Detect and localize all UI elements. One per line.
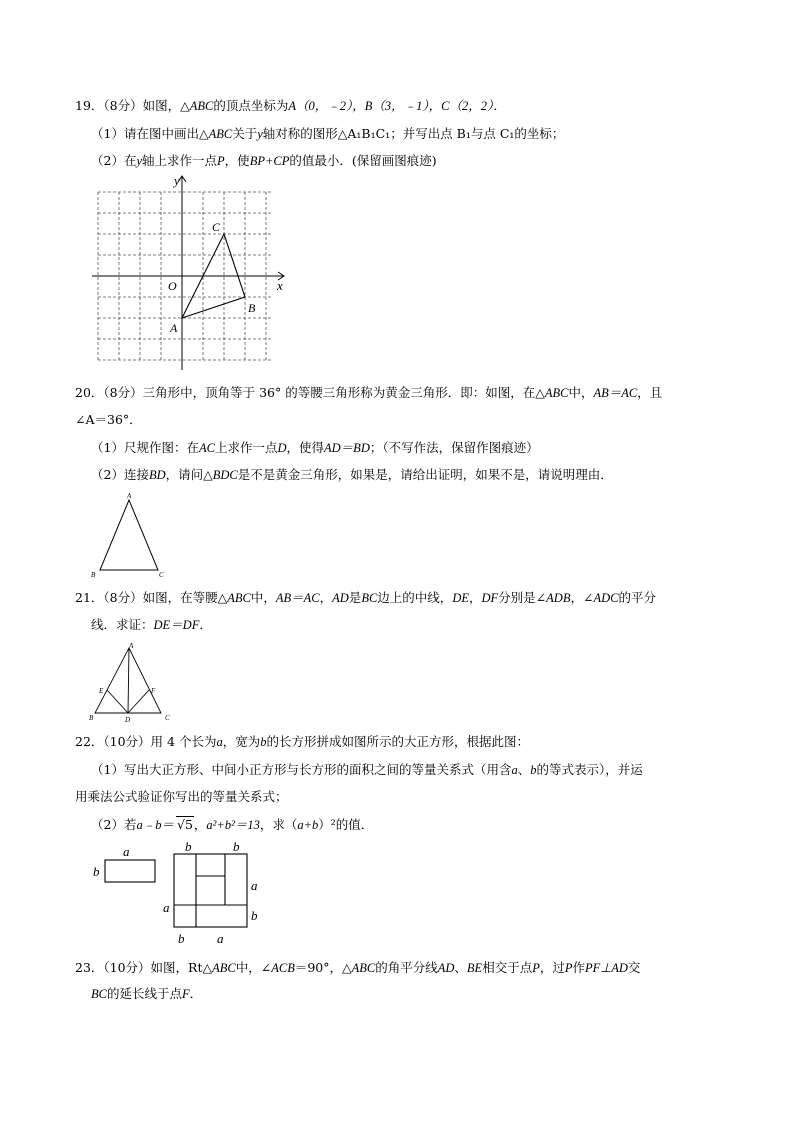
q22-text: 的长方形拼成如图所示的大正方形，根据此图： [266, 734, 529, 749]
q20-text: ，请问△ [165, 467, 213, 482]
q20-part-2 [91, 467, 613, 483]
q20-text: ，且 [637, 385, 663, 400]
q23-line-2 [91, 986, 202, 1002]
q22-text: ）²的值． [318, 817, 374, 832]
q20-text: （1）尺规作图：在 [91, 440, 199, 455]
q20-text: ；（不写作法，保留作图痕迹） [369, 440, 539, 455]
q21-text: DE [452, 591, 469, 605]
q20-text: ABC [544, 386, 569, 400]
q23-text: ACB [271, 961, 295, 975]
q21-label-c: C [165, 714, 170, 722]
q20-text: AC [198, 441, 215, 455]
q19-coords: A（0，﹣2），B（3，﹣1），C（2，2）． [288, 99, 506, 113]
q22-big-square [174, 854, 247, 927]
q19-line-1 [75, 98, 506, 114]
q22-label-a: a [217, 931, 224, 946]
q19-label-b: B [248, 301, 256, 315]
q20-text: 上求作一点 [214, 440, 278, 455]
q22-rectangles-figure [85, 840, 285, 948]
q22-part-1 [91, 762, 643, 778]
q22-sqrt: √5 [176, 817, 193, 832]
q22-label-b: b [251, 908, 258, 923]
q22-text: 、 [517, 762, 531, 777]
q19-text: 的值最小．(保留画图痕迹) [289, 153, 437, 168]
q22-text: ，求（ [259, 817, 298, 832]
q23-text: ． [189, 986, 203, 1001]
q21-label-b: B [89, 714, 94, 722]
q21-text: ADC [593, 591, 619, 605]
q20-part-1 [91, 440, 539, 456]
q21-label-d: D [125, 716, 131, 724]
q19-part-2 [91, 153, 437, 169]
q22-label-b: b [185, 840, 192, 854]
q19-text: BP+CP [249, 154, 290, 168]
q23-text: BC [91, 987, 107, 1001]
q19-text: ABC [208, 127, 233, 141]
q19-label-c: C [212, 220, 221, 234]
q23-text: 23．（10分）如图，Rt△ [75, 960, 213, 975]
q21-line-1 [75, 590, 656, 606]
q19-text: y [136, 154, 143, 168]
q21-text: DE＝DF [153, 618, 200, 632]
q23-text: 中，∠ [235, 960, 272, 975]
q20-text: 是不是黄金三角形，如果是，请给出证明，如果不是，请说明理由． [237, 467, 613, 482]
q19-text: ABC [189, 99, 214, 113]
q19-text: 19．（8分）如图，△ [75, 98, 190, 113]
q19-label-y: y [174, 173, 180, 188]
q21-label-f: F [151, 687, 156, 695]
q22-label-a: a [123, 844, 130, 859]
q20-line-1 [75, 385, 662, 401]
q22-label-b: b [178, 931, 185, 946]
q19-text: 关于 [232, 126, 258, 141]
q21-text: ， [319, 590, 333, 605]
q22-label-a: a [163, 900, 170, 915]
q22-part-2 [91, 816, 373, 833]
q22-text: a﹣b＝ [136, 818, 174, 832]
q22-part-1-cont: 用乘法公式验证你写出的等量关系式； [75, 789, 288, 804]
q19-text: ，使 [224, 153, 250, 168]
q23-text: ABC [351, 961, 376, 975]
q21-text: 是 [348, 590, 362, 605]
q19-part-1 [91, 126, 564, 142]
q19-text: （1）请在图中画出△ [91, 126, 209, 141]
q21-text: 边上的中线， [377, 590, 453, 605]
q20-text: 中， [568, 385, 594, 400]
q19-label-x: x [277, 278, 283, 293]
q19-coordinate-grid-figure [85, 172, 295, 372]
q20-text: D [277, 441, 287, 455]
q21-text: ， [468, 590, 482, 605]
q21-text: 21．（8分）如图，在等腰△ [75, 590, 228, 605]
q21-median-ad [128, 648, 129, 713]
q20-text: ，使得 [286, 440, 325, 455]
q23-text: AD [437, 961, 455, 975]
q22-text: ， [193, 817, 207, 832]
q22-line-1 [75, 734, 529, 750]
q19-text: （2）在 [91, 153, 137, 168]
q19-text: 轴对称的图形△A₁B₁C₁；并写出点 B₁与点 C₁的坐标； [262, 126, 565, 141]
q23-text: ＝90°，△ [294, 960, 352, 975]
q21-text: ADB [546, 591, 571, 605]
q21-text: BC [361, 591, 378, 605]
q19-text: 轴上求作一点 [142, 153, 218, 168]
q22-text: b [530, 763, 537, 777]
q22-text: a [216, 735, 223, 749]
q22-text: （2）若 [91, 817, 137, 832]
q19-text: P [217, 154, 225, 168]
q21-text: 线．求证： [91, 617, 154, 632]
q23-text: 的延长线于点 [106, 986, 182, 1001]
q23-text: 、 [454, 960, 467, 975]
q21-text: ABC [227, 591, 251, 605]
q22-text: 22．（10分）用 4 个长为 [75, 734, 217, 749]
q23-text: ABC [212, 961, 236, 975]
q22-text: a [511, 763, 518, 777]
q19-label-a: A [170, 321, 178, 335]
q23-text: P [564, 961, 573, 975]
q22-text: a+b [297, 818, 319, 832]
q21-text: ，∠ [570, 590, 594, 605]
q22-label-a: a [251, 878, 258, 893]
q21-line-2 [91, 617, 212, 633]
q19-text: 的顶点坐标为 [213, 98, 289, 113]
q23-text: P [532, 961, 540, 975]
q19-axes [92, 176, 284, 370]
q22-label-b: b [93, 864, 100, 879]
q23-text: ，过 [539, 960, 565, 975]
q21-text: 的平分 [618, 590, 656, 605]
q22-text: 的等式表示），并运 [536, 762, 643, 777]
q20-label-b: B [91, 571, 96, 579]
q23-text: 的角平分线 [375, 960, 438, 975]
q22-sqrt-value: 5 [184, 817, 193, 832]
q21-isosceles-triangle-figure [85, 638, 175, 726]
q22-text: （1）写出大正方形、中间小正方形与长方形的面积之间的等量关系式（用含 [91, 762, 512, 777]
q23-text: 作 [572, 960, 586, 975]
q23-text: PF⊥AD [585, 961, 628, 975]
q20-label-a: A [127, 492, 132, 500]
q22-single-rectangle [105, 860, 155, 882]
q20-text: （2）连接 [91, 467, 149, 482]
q23-text: 相交于点 [482, 960, 533, 975]
q20-label-c: C [159, 571, 164, 579]
q21-text: AD [332, 591, 349, 605]
q21-text: AB＝AC [275, 591, 320, 605]
q23-text: 交 [627, 960, 641, 975]
q20-triangle [100, 500, 158, 570]
q20-text: 20．（8分）三角形中，顶角等于 36° 的等腰三角形称为黄金三角形．即：如图，在△ [75, 385, 545, 400]
q20-text: AD＝BD [324, 441, 370, 455]
q21-text: ． [199, 617, 212, 632]
q20-text: AB＝AC [593, 386, 638, 400]
q23-line-1 [75, 960, 640, 976]
q21-bisector-df [128, 690, 149, 713]
q19-text: y [257, 127, 263, 141]
q21-label-a: A [129, 642, 134, 650]
q21-text: 分别是∠ [498, 590, 547, 605]
q21-text: DF [481, 591, 499, 605]
q20-isosceles-triangle-figure [85, 490, 175, 580]
q20-text: BD [148, 468, 166, 482]
q20-line-2: ∠A＝36°． [75, 412, 142, 427]
q23-text: F [182, 987, 190, 1001]
q20-text: BDC [212, 468, 238, 482]
q21-label-e: E [99, 687, 104, 695]
q22-text: ，宽为 [222, 734, 261, 749]
q21-text: 中， [250, 590, 276, 605]
q23-text: BE [466, 961, 483, 975]
q22-text: a²+b²＝13 [206, 818, 260, 832]
q19-label-o: O [168, 279, 177, 293]
q21-bisector-de [107, 690, 128, 713]
q22-text: b [260, 735, 267, 749]
q22-label-b: b [233, 840, 240, 854]
